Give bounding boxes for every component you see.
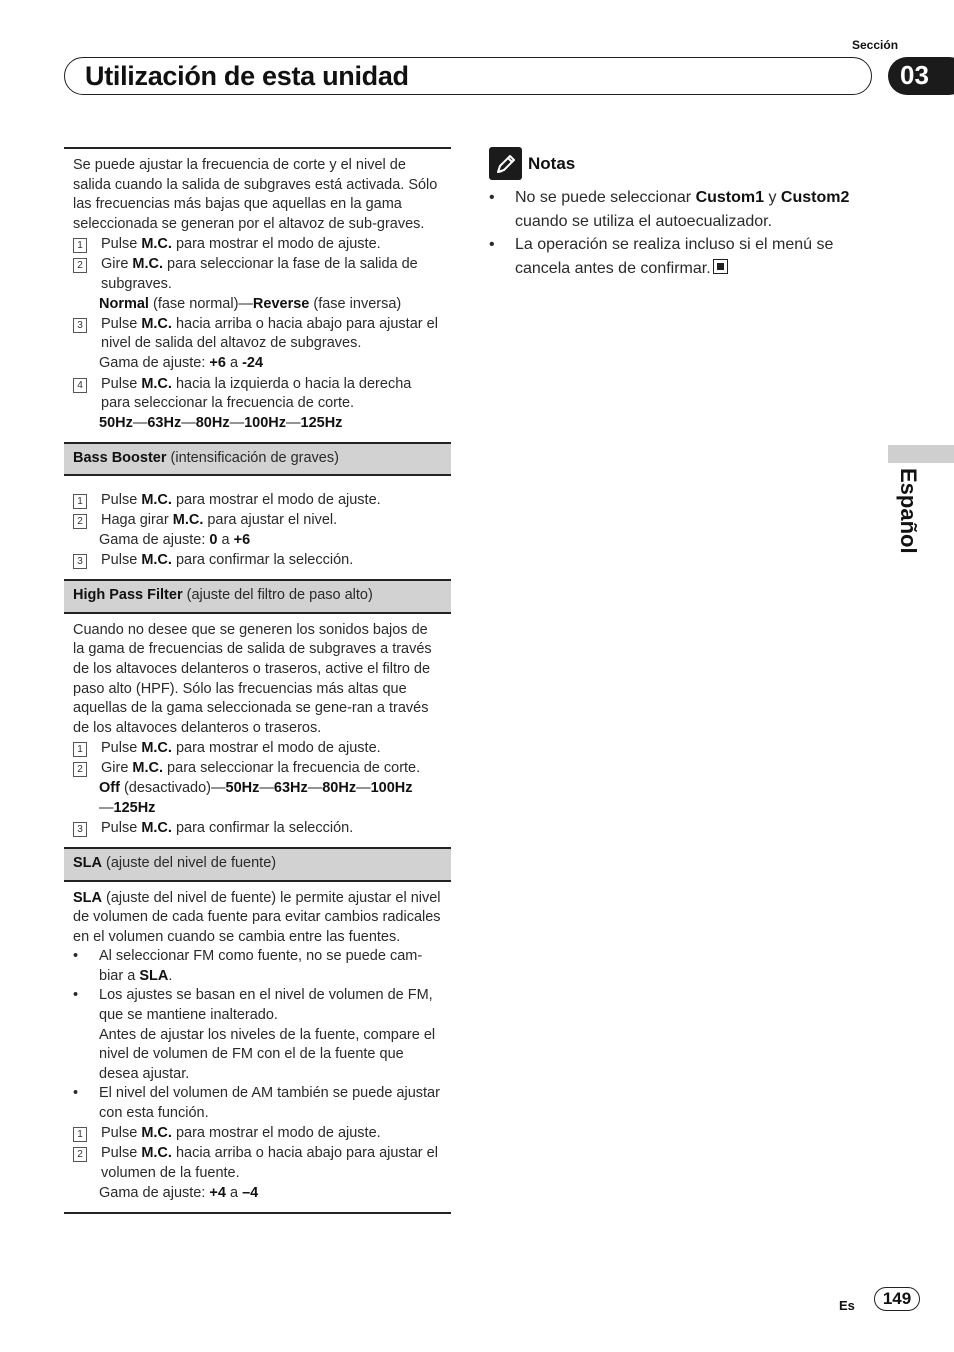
step-number: 2 [73,762,87,777]
step-item: 3 Pulse M.C. hacia arriba o hacia abajo para ajustar el nivel de salida del altavoz de subgraves. [73,315,442,354]
page-title: Utilización de esta unidad [85,61,409,91]
step-number: 1 [73,1127,87,1142]
step-item: 1 Pulse M.C. para mostrar el modo de ajuste. [73,235,442,255]
language-code: Es [839,1298,855,1313]
notes-header [489,147,879,180]
note-item: • No se puede seleccionar Custom1 y Custom2 cuando se utiliza el autoecualizador. [489,189,850,230]
phase-options: Normal (fase normal)—Reverse (fase inversa) [99,295,402,312]
language-label: Español [896,468,921,554]
notes-title: Notas [528,153,576,173]
step-item: 1 Pulse M.C. para mostrar el modo de ajuste. [73,739,442,759]
sla-intro: SLA (ajuste del nivel de fuente) le permite ajustar el nivel de volumen de cada fuente para evitar cambios radicales en el volumen cuando se cambia entre las fuentes. [73,889,441,945]
end-mark-icon [713,259,728,274]
step-item: 2 Gire M.C. para seleccionar la frecuencia de corte. [73,759,442,779]
adjust-range: Gama de ajuste: 0 a +6 [99,532,251,549]
frequency-list: Off (desactivado)—50Hz—63Hz—80Hz—100Hz —125Hz [99,780,413,816]
subwoofer-block [64,149,451,438]
adjust-range: Gama de ajuste: +6 a -24 [99,355,264,372]
sla-heading: SLA (ajuste del nivel de fuente) [64,847,451,882]
step-number: 2 [73,1147,87,1162]
page-number: 149 [874,1287,920,1311]
subwoofer-intro: Se puede ajustar la frecuencia de corte y el nivel de salida cuando la salida de subgraves está activada. Sólo las frecuencias más bajas que aquellas en la gama seleccionada se generan por el altavoz de sub-graves. [73,157,438,232]
bass-booster-block [64,476,451,575]
step-number: 3 [73,554,87,569]
step-number: 1 [73,238,87,253]
left-column [64,147,451,1214]
step-number: 1 [73,742,87,757]
title-bar [64,57,872,95]
step-item: 4 Pulse M.C. hacia la izquierda o hacia la derecha para seleccionar la frecuencia de corte. [73,375,442,414]
step-number: 2 [73,258,87,273]
step-number: 4 [73,378,87,393]
list-item: • El nivel del volumen de AM también se puede ajustar con esta función. [73,1085,440,1122]
hpf-heading: High Pass Filter (ajuste del filtro de paso alto) [64,579,451,614]
hpf-block [64,614,451,843]
step-number: 1 [73,494,87,509]
language-tab [888,445,954,463]
step-item: 1 Pulse M.C. para mostrar el modo de ajuste. [73,491,442,511]
step-item: 2 Gire M.C. para seleccionar la fase de la salida de subgraves. [73,255,442,294]
list-item: • Al seleccionar FM como fuente, no se puede cam-biar a SLA. [73,948,423,984]
step-item: 2 Pulse M.C. hacia arriba o hacia abajo para ajustar el volumen de la fuente. [73,1144,442,1183]
bottom-rule [64,1212,451,1214]
frequency-list: 50Hz—63Hz—80Hz—100Hz—125Hz [99,415,343,432]
pencil-icon [489,147,522,180]
hpf-intro: Cuando no desee que se generen los sonidos bajos de la gama de frecuencias de salida de subgraves a través de los altavoces delanteros o traseros, active el filtro de paso alto (HPF). Sólo las frecuencias más altas que aquellas de la gama seleccionada se gene-ran a través de los altavoces delanteros o traseros. [73,621,432,736]
step-item: 2 Haga girar M.C. para ajustar el nivel. [73,511,442,531]
step-number: 2 [73,514,87,529]
notes-column [489,147,879,280]
step-item: 3 Pulse M.C. para confirmar la selección. [73,819,442,839]
bass-booster-heading: Bass Booster (intensificación de graves) [64,442,451,477]
step-item: 3 Pulse M.C. para confirmar la selección. [73,551,442,571]
section-number: 03 [900,60,929,90]
step-number: 3 [73,318,87,333]
sla-block [64,882,451,1208]
section-badge [888,57,954,95]
step-item: 1 Pulse M.C. para mostrar el modo de ajuste. [73,1124,442,1144]
section-label: Sección [852,38,899,52]
list-item: • Los ajustes se basan en el nivel de volumen de FM, que se mantiene inalterado. Antes de ajustar los niveles de la fuente, compare el nivel de volumen de FM con el de la fuente que desea ajustar. [73,987,436,1082]
adjust-range: Gama de ajuste: +4 a –4 [99,1184,259,1201]
step-number: 3 [73,822,87,837]
note-item: • La operación se realiza incluso si el menú se cancela antes de confirmar. [489,236,834,277]
